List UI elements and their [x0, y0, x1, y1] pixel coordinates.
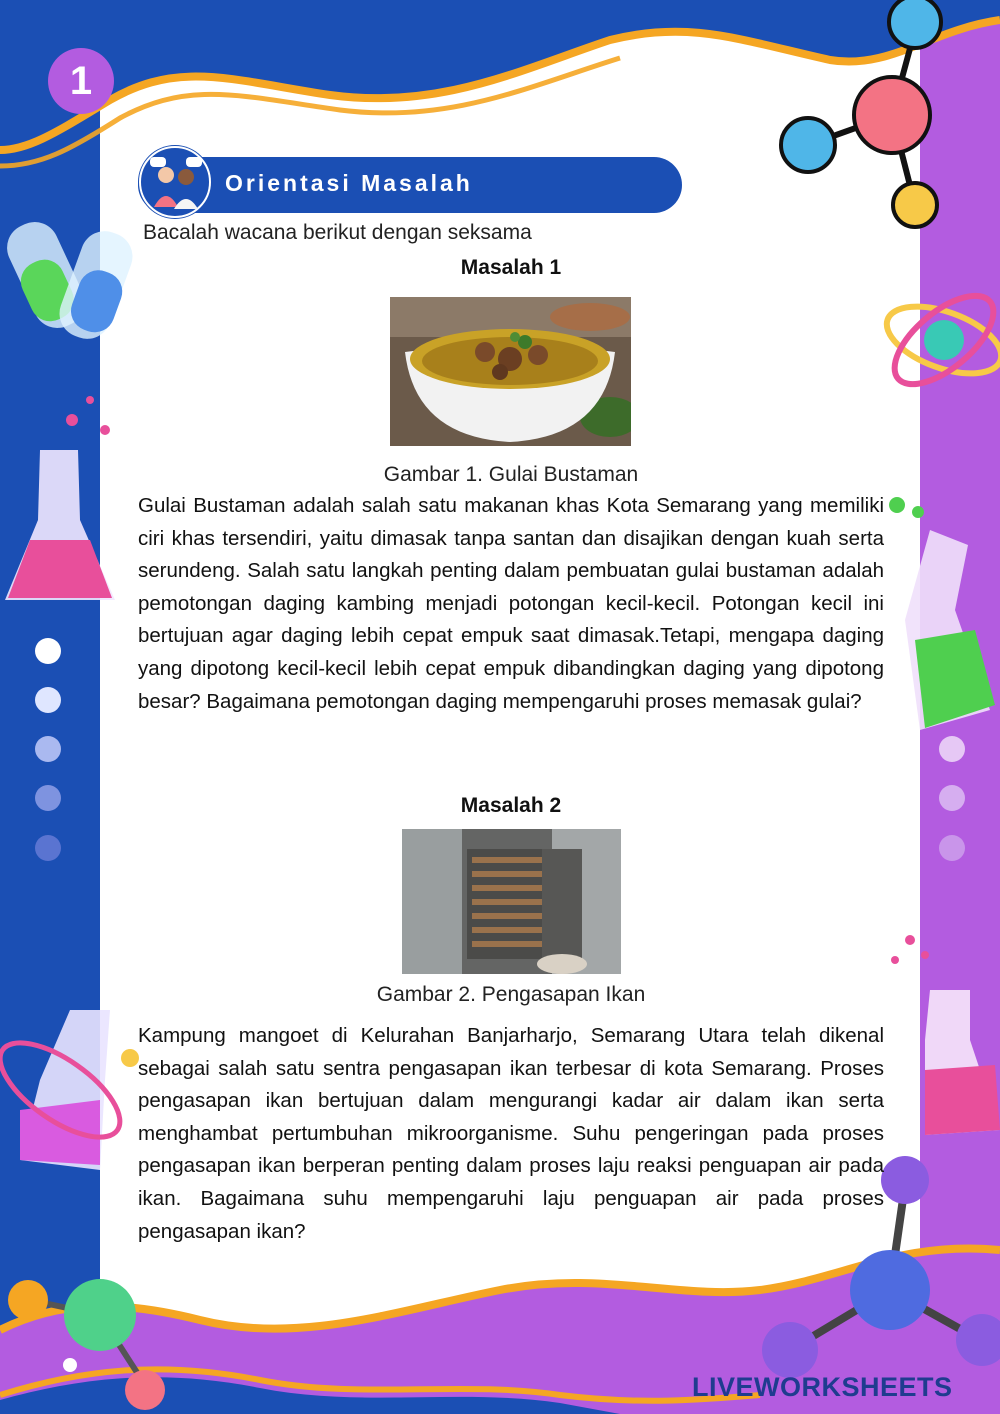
liveworksheets-logo: LIVEWORKSHEETS [692, 1372, 953, 1402]
gulai-bustaman-image [390, 297, 631, 446]
problem-1-text: Gulai Bustaman adalah salah satu makanan khas Kota Semarang yang memiliki ciri khas tersendiri, yaitu dimasak tanpa santan dan disajikan dengan kuah serta serundeng. Salah satu langkah penting dalam pembuatan gulai bustaman adalah pemotongan daging kambing menjadi potongan kecil-kecil. Potongan kecil ini bertujuan agar daging lebih cepat empuk saat dimasak.Tetapi, mengapa daging yang dipotong kecil-kecil lebih cepat empuk dibandingkan daging yang dipotong besar? Bagaimana pemotongan daging mempengaruhi proses memasak gulai? [138, 494, 884, 713]
problem-2-heading: Masalah 2 [460, 794, 562, 817]
problem-2-text: Kampung mangoet di Kelurahan Banjarharjo, Semarang Utara telah dikenal sebagai salah satu sentra pengasapan ikan terbesar di kota Semarang. Proses pengasapan ikan bertujuan dalam mengurangi kadar air dalam ikan serta menghambat pertumbuhan mikroorganisme. Suhu pengeringan pada proses pengasapan ikan berperan penting dalam proses laju reaksi penguapan air pada ikan. Bagaimana suhu mempengaruhi laju penguapan air pada proses pengasapan ikan? [138, 1024, 884, 1243]
section-title: Orientasi Masalah [225, 170, 473, 196]
page-number-badge: 1 [48, 48, 114, 114]
pengasapan-ikan-image [402, 829, 621, 974]
people-icon [138, 145, 212, 219]
header-avatar [138, 145, 212, 219]
problem-1-heading: Masalah 1 [460, 256, 562, 279]
instruction-text: Bacalah wacana berikut dengan seksama [143, 221, 532, 244]
figure-1-caption: Gambar 1. Gulai Bustaman [383, 463, 639, 486]
figure-2-caption: Gambar 2. Pengasapan Ikan [376, 983, 646, 1006]
